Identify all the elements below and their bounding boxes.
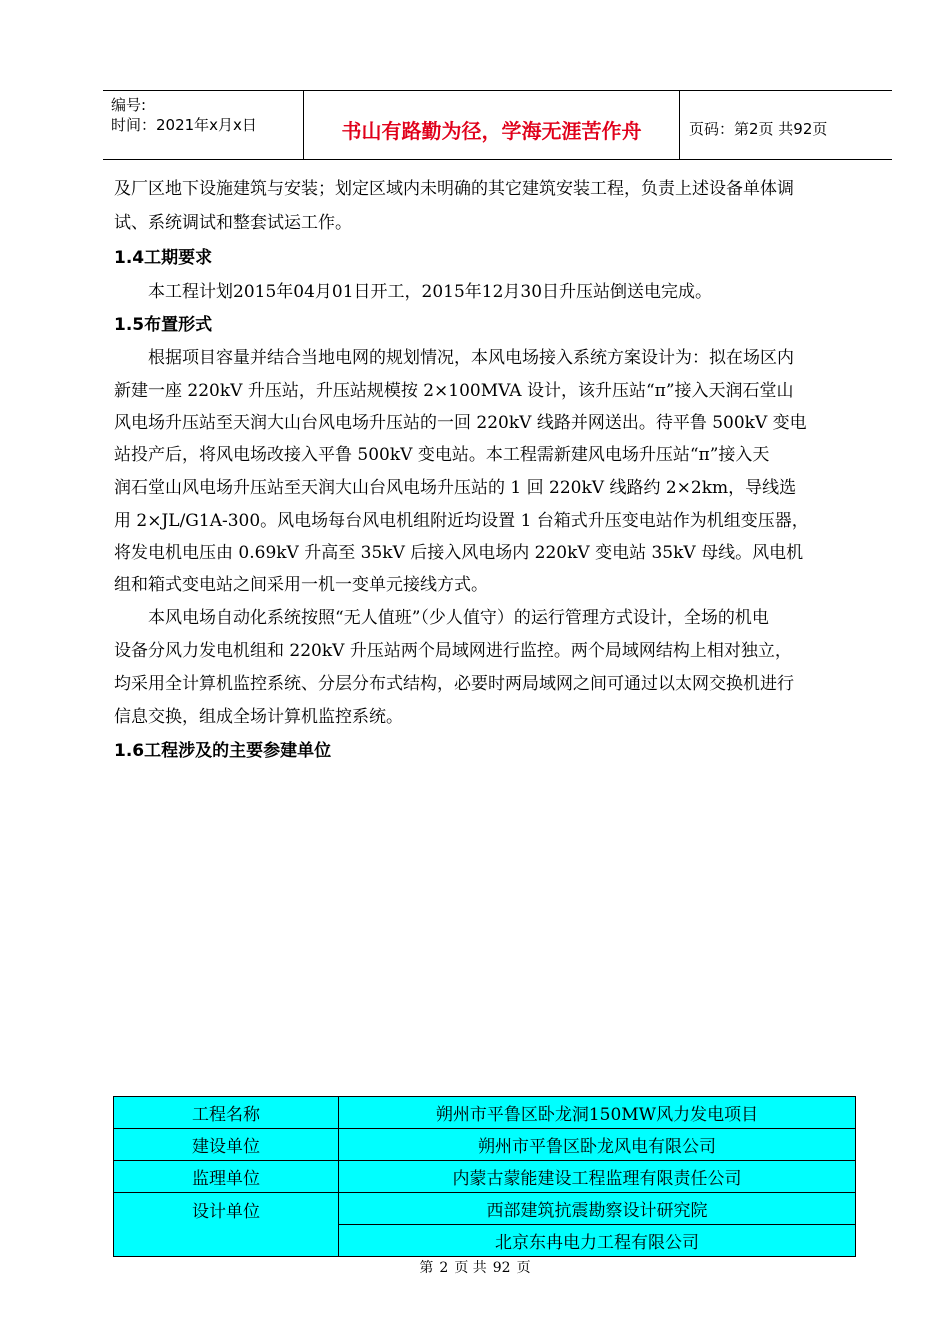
paragraph-line: 润石堂山风电场升压站至天润大山台风电场升压站的 1 回 220kV 线路约 2×2km，导线选 bbox=[114, 478, 797, 498]
paragraph-line: 本风电场自动化系统按照“无人值班”（少人值守）的运行管理方式设计，全场的机电 bbox=[148, 608, 769, 628]
header-motto: 书山有路勤为径，学海无涯苦作舟 bbox=[341, 119, 642, 143]
table-value-cell: 北京东冉电力工程有限公司 bbox=[339, 1225, 856, 1257]
document-number-label: 编号: bbox=[111, 96, 147, 114]
table-row bbox=[114, 1097, 856, 1129]
footer-mid: 页 共 bbox=[454, 1260, 487, 1276]
table-row bbox=[114, 1129, 856, 1161]
paragraph-line: 均采用全计算机监控系统、分层分布式结构，必要时两局域网之间可通过以太网交换机进行 bbox=[114, 674, 794, 694]
header-page-cell bbox=[679, 91, 892, 159]
paragraph-line: 设备分风力发电机组和 220kV 升压站两个局域网进行监控。两个局域网结构上相对独立， bbox=[114, 641, 792, 661]
header-meta-cell bbox=[103, 91, 303, 159]
footer-total-pages: 92 bbox=[492, 1260, 511, 1276]
text-line: 及厂区地下设施建筑与安装；划定区域内未明确的其它建筑安装工程，负责上述设备单体调 bbox=[114, 179, 794, 199]
page-footer bbox=[0, 1257, 950, 1277]
paragraph-line: 根据项目容量并结合当地电网的规划情况，本风电场接入系统方案设计为：拟在场区内 bbox=[148, 348, 794, 368]
paragraph-line: 将发电机电压由 0.69kV 升高至 35kV 后接入风电场内 220kV 变电站 35kV 母线。风电机 bbox=[114, 543, 804, 563]
paragraph-line: 风电场升压站至天润大山台风电场升压站的一回 220kV 线路并网送出。待平鲁 500kV 变电 bbox=[114, 413, 807, 433]
header-motto-cell bbox=[303, 91, 680, 159]
table-key-cell: 建设单位 bbox=[114, 1129, 339, 1161]
table-row bbox=[114, 1193, 856, 1225]
footer-suffix: 页 bbox=[516, 1260, 531, 1276]
document-time-label: 时间：2021年x月x日 bbox=[111, 116, 257, 134]
page-header bbox=[103, 90, 892, 160]
paragraph-line: 用 2×JL/G1A-300。风电场每台风电机组附近均设置 1 台箱式升压变电站作为机组变压器， bbox=[114, 511, 809, 531]
section-heading-1-6: 1.6工程涉及的主要参建单位 bbox=[114, 741, 332, 761]
table-key-cell: 工程名称 bbox=[114, 1097, 339, 1129]
table-key-cell: 监理单位 bbox=[114, 1161, 339, 1193]
participants-table bbox=[113, 1096, 856, 1257]
paragraph-1-4: 本工程计划2015年04月01日开工，2015年12月30日升压站倒送电完成。 bbox=[148, 282, 713, 302]
section-heading-1-4: 1.4工期要求 bbox=[114, 248, 213, 268]
paragraph-line: 组和箱式变电站之间采用一机一变单元接线方式。 bbox=[114, 575, 488, 595]
paragraph-line: 信息交换，组成全场计算机监控系统。 bbox=[114, 707, 403, 727]
header-page-info: 页码：第2页 共92页 bbox=[689, 120, 828, 138]
table-value-cell: 内蒙古蒙能建设工程监理有限责任公司 bbox=[339, 1161, 856, 1193]
table-value-cell: 朔州市平鲁区卧龙洞150MW风力发电项目 bbox=[339, 1097, 856, 1129]
footer-prefix: 第 bbox=[419, 1260, 434, 1276]
section-heading-1-5: 1.5布置形式 bbox=[114, 315, 213, 335]
table-value-cell: 西部建筑抗震勘察设计研究院 bbox=[339, 1193, 856, 1225]
footer-page-number: 2 bbox=[439, 1260, 449, 1276]
paragraph-line: 站投产后，将风电场改接入平鲁 500kV 变电站。本工程需新建风电场升压站“π”接入天 bbox=[114, 445, 770, 465]
table-row bbox=[114, 1161, 856, 1193]
text-line: 试、系统调试和整套试运工作。 bbox=[114, 213, 352, 233]
table-value-cell: 朔州市平鲁区卧龙风电有限公司 bbox=[339, 1129, 856, 1161]
table-key-cell: 设计单位 bbox=[114, 1193, 339, 1257]
paragraph-line: 新建一座 220kV 升压站，升压站规模按 2×100MVA 设计，该升压站“π”接入天润石堂山 bbox=[114, 381, 794, 401]
